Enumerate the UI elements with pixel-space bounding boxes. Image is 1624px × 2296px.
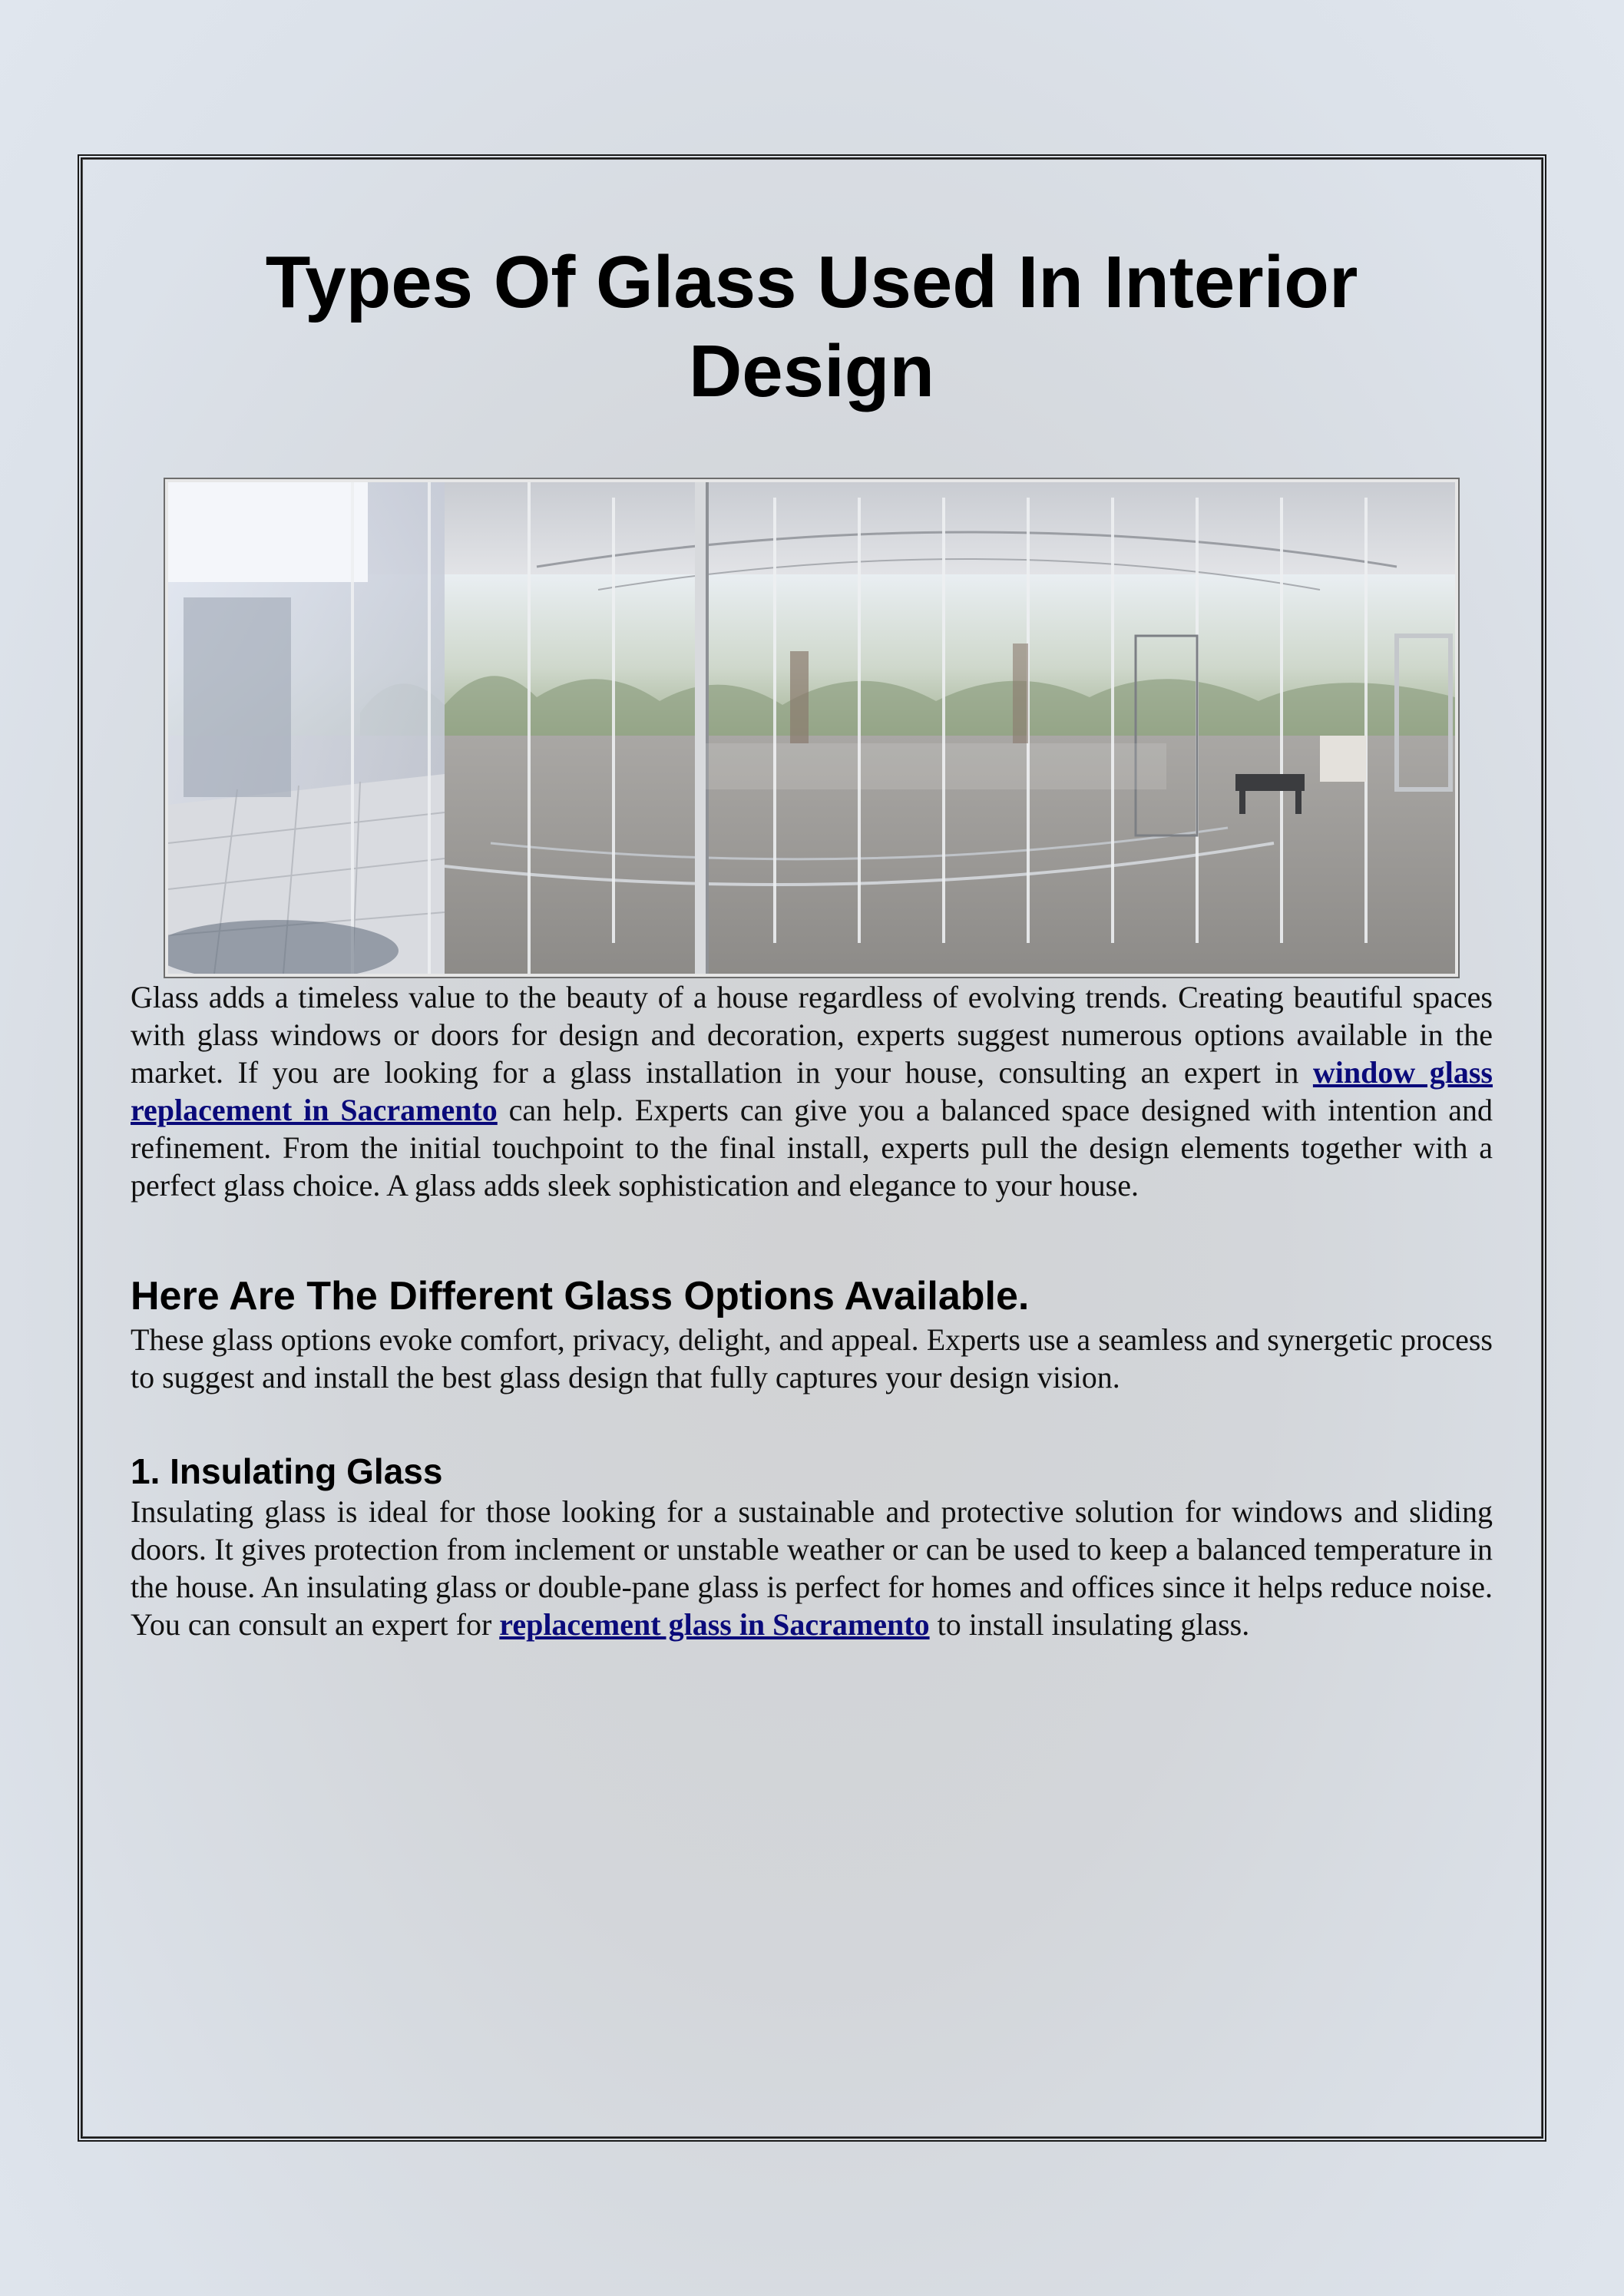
glass-pavilion-illustration (168, 482, 1455, 974)
insulating-glass-paragraph (131, 1493, 1493, 1643)
insulating-text-end: to install insulating glass. (929, 1607, 1250, 1642)
subsection-heading: 1. Insulating Glass (131, 1451, 443, 1491)
intro-text-start: Glass adds a timeless value to the beauty of a house regardless of evolving trends. Creating beautiful spaces with glass windows or doors for design and decoration, experts suggest numerous options available in the market. If you are looking for a glass installation in your house, consulting an expert in (131, 980, 1493, 1090)
intro-paragraph (131, 978, 1493, 1204)
intro-text-end: can help. Experts can give you a balanced space designed with intention and refinement. From the initial touchpoint to the final install, experts pull the design elements together with a perfect glass choice. A glass adds sleek sophistication and elegance to your house. (131, 1093, 1493, 1203)
insulating-text-start: Insulating glass is ideal for those looking for a sustainable and protective solution for windows and sliding doors. It gives protection from inclement or unstable weather or can be used to keep a balanced temperature in the house. An insulating glass or double-pane glass is perfect for homes and offices since it helps reduce noise. You can consult an expert for (131, 1494, 1493, 1642)
hero-image (164, 478, 1460, 978)
section-heading: Here Are The Different Glass Options Available. (131, 1274, 1030, 1318)
replacement-glass-link[interactable]: replacement glass in Sacramento (499, 1607, 930, 1642)
section-paragraph: These glass options evoke comfort, privacy, delight, and appeal. Experts use a seamless and synergetic process to suggest and install the best glass design that fully captures your design vision. (131, 1322, 1493, 1394)
article (131, 238, 1493, 1643)
page-title: Types Of Glass Used In Interior Design (265, 241, 1358, 412)
window-glass-replacement-link[interactable]: window glass replacement in Sacramento (131, 1055, 1493, 1127)
